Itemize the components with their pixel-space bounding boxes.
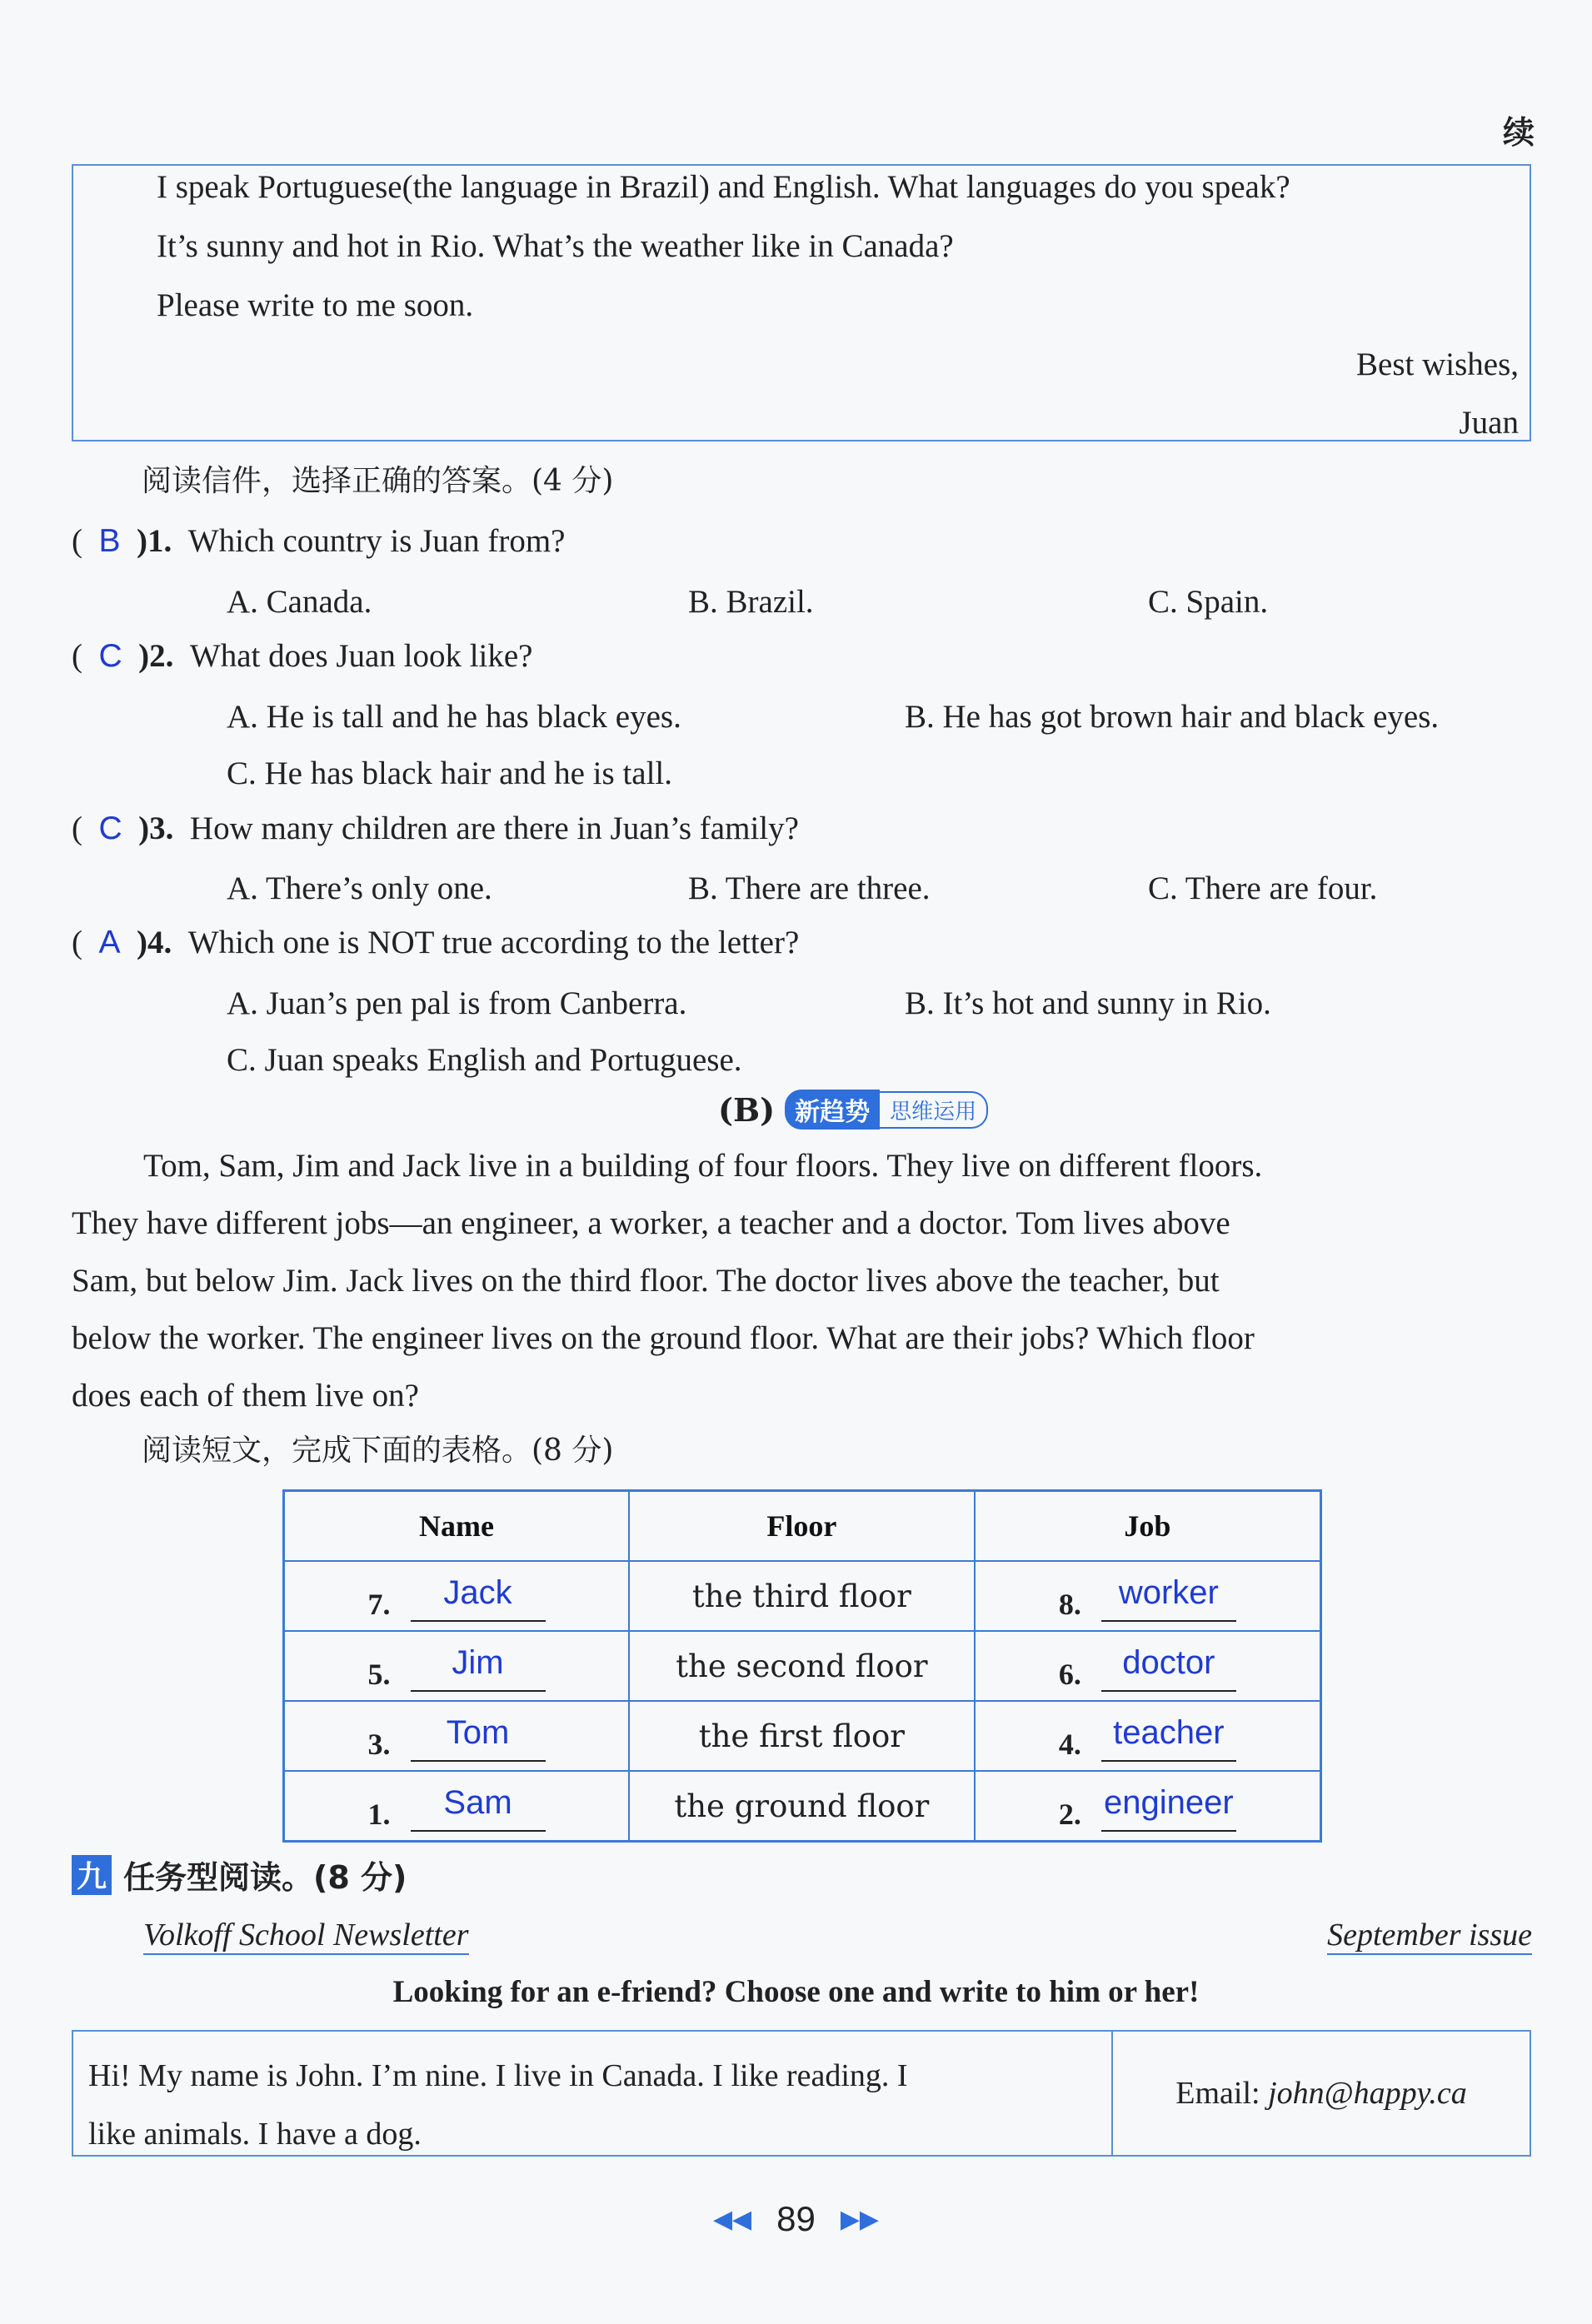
blank-number: 7.	[367, 1588, 391, 1621]
paragraph-line-3: Sam, but below Jim. Jack lives on the third floor. The doctor lives above the teacher, but	[72, 1263, 1220, 1299]
newsletter-heading: Looking for an e-friend? Choose one and write to him or her!	[392, 1975, 1200, 2009]
question-1: ( B )1. Which country is Juan from?	[72, 523, 566, 559]
table-header-row	[284, 1491, 1321, 1562]
entry-text-line-2: like animals. I have a dog.	[88, 2117, 422, 2152]
question-number: )4.	[137, 925, 172, 960]
q4-option-a: A. Juan’s pen pal is from Canberra.	[227, 985, 687, 1021]
q3-option-a: A. There’s only one.	[227, 870, 492, 906]
floor-cell: the third floor	[629, 1561, 975, 1631]
answer-3: C	[98, 810, 122, 846]
job-answer: engineer	[1103, 1784, 1234, 1821]
table-row	[284, 1631, 1321, 1701]
question-3: ( C )3. How many children are there in Juan’s family?	[72, 810, 799, 846]
email-address[interactable]: john@happy.ca	[1268, 2076, 1467, 2111]
blank-number: 1.	[367, 1798, 391, 1831]
blank-number: 3.	[367, 1728, 391, 1761]
paragraph-line-4: below the worker. The engineer lives on the ground floor. What are their jobs? Which floor	[72, 1320, 1255, 1356]
letter-line-3: Please write to me soon.	[157, 287, 474, 323]
q1-option-c: C. Spain.	[1148, 584, 1269, 620]
paragraph-line-2: They have different jobs—an engineer, a worker, a teacher and a doctor. Tom lives above	[72, 1205, 1230, 1241]
name-blank[interactable]	[411, 1574, 546, 1622]
page-footer	[0, 2199, 1592, 2239]
blank-number: 5.	[367, 1658, 391, 1691]
name-answer: Jack	[443, 1574, 512, 1611]
q4-option-c: C. Juan speaks English and Portuguese.	[227, 1042, 742, 1078]
e-friend-entry	[72, 2030, 1531, 2157]
job-answer: doctor	[1122, 1644, 1215, 1681]
name-blank[interactable]	[411, 1644, 546, 1692]
floor-cell: the ground floor	[629, 1771, 975, 1842]
q2-option-c: C. He has black hair and he is tall.	[227, 756, 673, 791]
blank-number: 4.	[1058, 1728, 1081, 1761]
name-answer: Jim	[452, 1644, 504, 1681]
q1-option-a: A. Canada.	[227, 584, 372, 620]
section-9-header	[72, 1852, 407, 1898]
partB-label: (B)	[718, 1090, 776, 1129]
continued-label: 续	[1502, 113, 1535, 151]
blank-number: 8.	[1058, 1588, 1081, 1621]
job-blank[interactable]	[1101, 1574, 1236, 1622]
question-text: Which one is NOT true according to the letter?	[187, 925, 800, 960]
q1-option-b: B. Brazil.	[688, 584, 814, 620]
next-arrows-icon: ▶▶	[840, 2204, 880, 2234]
partB-instruction: 阅读短文，完成下面的表格。(8 分)	[142, 1434, 614, 1468]
letter-signature: Juan	[1459, 405, 1519, 441]
header-floor: Floor	[629, 1491, 975, 1562]
letter-closing: Best wishes,	[1356, 347, 1519, 382]
partB-header	[718, 1091, 988, 1128]
answer-2: C	[98, 638, 122, 674]
q3-option-b: B. There are three.	[688, 870, 931, 906]
q4-option-b: B. It’s hot and sunny in Rio.	[905, 985, 1271, 1021]
question-text: Which country is Juan from?	[187, 523, 566, 559]
blank-number: 6.	[1058, 1658, 1081, 1691]
question-number: )2.	[138, 638, 174, 674]
name-answer: Sam	[443, 1784, 512, 1821]
table-row	[284, 1561, 1321, 1631]
answer-table	[282, 1489, 1322, 1843]
job-blank[interactable]	[1101, 1644, 1236, 1692]
section-title: 任务型阅读。(8 分)	[123, 1859, 407, 1896]
answer-4: A	[98, 925, 121, 960]
table-row	[284, 1701, 1321, 1771]
question-2: ( C )2. What does Juan look like?	[72, 638, 533, 674]
newsletter-title: Volkoff School Newsletter	[143, 1919, 469, 1955]
letter-line-2: It’s sunny and hot in Rio. What’s the weather like in Canada?	[157, 228, 954, 264]
name-answer: Tom	[446, 1714, 510, 1751]
newsletter-issue: September issue	[1327, 1919, 1532, 1955]
name-blank[interactable]	[411, 1784, 546, 1832]
partA-instruction: 阅读信件，选择正确的答案。(4 分)	[142, 464, 614, 498]
q3-option-c: C. There are four.	[1148, 870, 1378, 906]
question-text: What does Juan look like?	[189, 638, 533, 674]
entry-email	[1113, 2032, 1530, 2155]
question-number: )1.	[137, 523, 172, 559]
blank-number: 2.	[1058, 1798, 1081, 1831]
entry-text-line-1: Hi! My name is John. I’m nine. I live in Canada. I like reading. I	[88, 2058, 908, 2093]
job-blank[interactable]	[1101, 1714, 1236, 1762]
name-blank[interactable]	[411, 1714, 546, 1762]
question-number: )3.	[138, 810, 174, 846]
section-number-badge: 九	[72, 1855, 112, 1895]
q2-option-b: B. He has got brown hair and black eyes.	[905, 699, 1440, 735]
page-number: 89	[776, 2199, 816, 2238]
floor-cell: the second floor	[629, 1631, 975, 1701]
letter-line-1: I speak Portuguese(the language in Brazil) and English. What languages do you speak?	[157, 169, 1290, 205]
job-answer: worker	[1118, 1574, 1219, 1611]
email-label: Email:	[1175, 2076, 1260, 2111]
question-4: ( A )4. Which one is NOT true according to the letter?	[72, 925, 800, 960]
job-answer: teacher	[1113, 1714, 1225, 1751]
floor-cell: the first floor	[629, 1701, 975, 1771]
header-name: Name	[284, 1491, 630, 1562]
trend-badge: 新趋势	[785, 1090, 880, 1130]
paragraph-line-5: does each of them live on?	[72, 1378, 419, 1414]
paragraph-line-1: Tom, Sam, Jim and Jack live in a building of four floors. They live on different floors.	[143, 1148, 1263, 1184]
header-job: Job	[975, 1491, 1321, 1562]
table-row	[284, 1771, 1321, 1842]
entry-description	[73, 2032, 1113, 2155]
q2-option-a: A. He is tall and he has black eyes.	[227, 699, 681, 735]
prev-arrows-icon: ◀◀	[712, 2204, 752, 2234]
answer-1: B	[98, 523, 121, 559]
job-blank[interactable]	[1101, 1784, 1236, 1832]
question-text: How many children are there in Juan’s family?	[189, 810, 799, 846]
thinking-badge: 思维运用	[880, 1091, 988, 1129]
